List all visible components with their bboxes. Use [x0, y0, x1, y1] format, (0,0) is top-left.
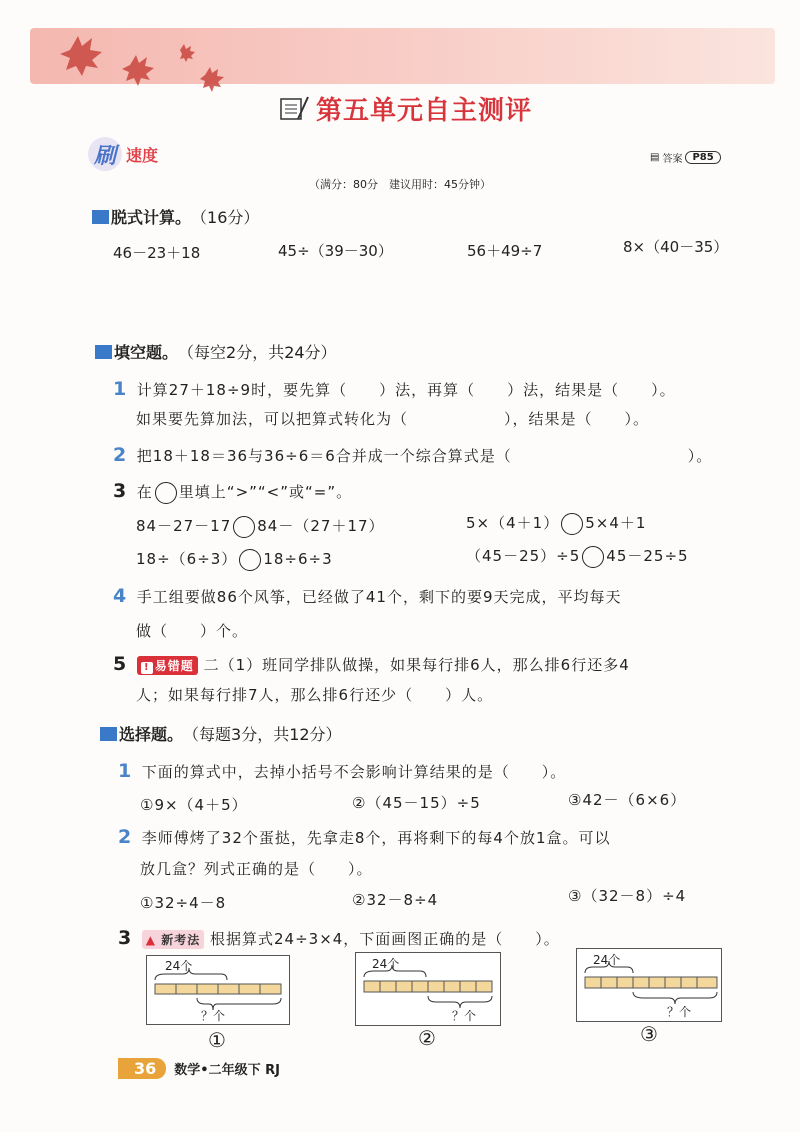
- q-number: 3: [113, 480, 128, 502]
- compare-right: 18÷6÷3: [263, 550, 333, 568]
- diagram-option-1[interactable]: [146, 955, 290, 1025]
- diagram-bottom-label: ？个: [667, 1005, 692, 1019]
- page-number: 36: [118, 1058, 166, 1079]
- section2-heading: [95, 340, 337, 363]
- calc-expr-3: 56＋49÷7: [467, 242, 543, 260]
- q-number: 3: [118, 927, 133, 949]
- tag-label: 新考法: [161, 933, 201, 947]
- section3-score: （每题3分，共12分）: [183, 725, 342, 744]
- scroll-pen-icon: [278, 93, 310, 123]
- q-text: 把18＋18＝36与36÷6＝6合并成一个综合算式是（ ）。: [136, 447, 713, 465]
- fill-q1-line2: 如果要先算加法，可以把算式转化为（ ），结果是（ ）。: [136, 410, 650, 428]
- section2-title: 填空题。: [114, 343, 179, 362]
- choice-q1: [118, 760, 566, 782]
- q-text: 手工组要做86个风筝，已经做了41个，剩下的要9天完成，平均每天: [136, 588, 622, 606]
- answer-reference: [650, 150, 721, 165]
- calc-expr-1: 46－23＋18: [113, 244, 201, 262]
- calc-expr-4: 8×（40－35）: [623, 238, 729, 256]
- choice-q1-option-2[interactable]: ②（45－15）÷5: [352, 794, 481, 812]
- q3-post: 里填上“>”“<”或“=”。: [178, 483, 353, 501]
- section2-score: （每空2分，共24分）: [178, 343, 337, 362]
- calc-expr-2: 45÷（39－30）: [278, 242, 393, 260]
- compare-circle[interactable]: [233, 516, 255, 538]
- compare-circle[interactable]: [582, 546, 604, 568]
- section1-heading: [92, 205, 259, 228]
- section2-marker: [95, 345, 112, 359]
- compare-left: 18÷（6÷3）: [136, 550, 238, 568]
- warning-icon: !: [141, 662, 153, 674]
- fill-q5-line2: 人；如果每行排7人，那么排6行还少（ ）人。: [136, 686, 494, 704]
- footer-text: 数学•二年级下 RJ: [174, 1063, 280, 1078]
- fill-q2: [113, 444, 712, 466]
- section3-marker: [100, 727, 117, 741]
- diagram-marker-2: ②: [418, 1026, 436, 1050]
- compare-right: 84－（27＋17）: [257, 517, 385, 535]
- exam-info: （满分：80分 建议用时：45分钟）: [309, 178, 491, 191]
- choice-q2-option-2[interactable]: ②32－8÷4: [352, 891, 439, 909]
- choice-q1-option-3[interactable]: ③42－（6×6）: [568, 791, 687, 809]
- choice-q2-option-1[interactable]: ①32÷4－8: [140, 894, 227, 912]
- q-text: 计算27＋18÷9时，要先算（ ）法，再算（ ）法，结果是（ ）。: [136, 381, 676, 399]
- q3-pre: 在: [136, 483, 153, 501]
- compare-right: 45－25÷5: [606, 547, 689, 565]
- fill-q5-line1: [113, 653, 630, 675]
- fill-q1-line1: [113, 378, 676, 400]
- q-text: 下面的算式中，去掉小括号不会影响计算结果的是（ ）。: [141, 763, 567, 781]
- section1-score: （16分）: [191, 208, 260, 227]
- section3-heading: [100, 722, 342, 745]
- compare-left: 84－27－17: [136, 517, 232, 535]
- page-title: [278, 90, 532, 126]
- q-number: 5: [113, 653, 128, 675]
- diagram-marker-3: ③: [640, 1022, 658, 1046]
- new-method-tag: [142, 930, 204, 949]
- compare-item-3: [136, 548, 333, 571]
- answer-page: P85: [685, 151, 720, 164]
- choice-q3: [118, 927, 560, 949]
- compare-left: （45－25）÷5: [466, 547, 581, 565]
- diagram-option-2[interactable]: [355, 952, 501, 1026]
- diagram-marker-1: ①: [208, 1028, 226, 1052]
- q-number: 1: [113, 378, 128, 400]
- tag-label: 易错题: [154, 659, 194, 673]
- choice-q2-line2: 放几盒？列式正确的是（ ）。: [140, 860, 373, 878]
- compare-item-4: [466, 545, 689, 568]
- choice-q1-option-1[interactable]: ①9×（4＋5）: [140, 796, 248, 814]
- q-number: 2: [113, 444, 128, 466]
- speed-label: [88, 137, 158, 171]
- speed-text: 速度: [126, 145, 159, 165]
- fill-q4-line1: [113, 585, 622, 607]
- q-number: 1: [118, 760, 133, 782]
- compare-left: 5×（4＋1）: [466, 514, 560, 532]
- fill-q3: [113, 480, 352, 504]
- diagram-top-label: 24个: [165, 959, 193, 973]
- page-footer: [118, 1058, 280, 1079]
- title-text: 第五单元自主测评: [316, 95, 533, 126]
- section3-title: 选择题。: [119, 725, 184, 744]
- q-text: 李师傅烤了32个蛋挞，先拿走8个，再将剩下的每4个放1盒。可以: [141, 829, 611, 847]
- q-text: 根据算式24÷3×4，下面画图正确的是（ ）。: [210, 930, 560, 948]
- q-number: 2: [118, 826, 133, 848]
- fill-q4-line2: 做（ ）个。: [136, 622, 249, 640]
- compare-right: 5×4＋1: [585, 514, 647, 532]
- speed-char: 刷: [88, 137, 122, 171]
- fire-icon: ▲: [145, 933, 157, 947]
- q-text: 二（1）班同学排队做操，如果每行排6人，那么排6行还多4: [203, 656, 630, 674]
- diagram-top-label: 24个: [593, 953, 621, 967]
- answer-label: 答案: [662, 154, 683, 165]
- section1-marker: [92, 210, 109, 224]
- compare-item-1: [136, 515, 385, 538]
- diagram-top-label: 24个: [372, 957, 400, 971]
- choice-q2-option-3[interactable]: ③（32－8）÷4: [568, 887, 687, 905]
- error-prone-tag: [137, 656, 198, 675]
- diagram-bottom-label: ？个: [452, 1009, 477, 1023]
- compare-circle[interactable]: [239, 549, 261, 571]
- compare-circle[interactable]: [561, 513, 583, 535]
- diagram-option-3[interactable]: [576, 948, 722, 1022]
- compare-item-2: [466, 512, 646, 535]
- maple-leaves-icon: [30, 20, 250, 110]
- section1-title: 脱式计算。: [111, 208, 192, 227]
- answer-book-icon: ▤: [650, 152, 660, 163]
- diagram-bottom-label: ？个: [201, 1009, 226, 1023]
- choice-q2-line1: [118, 826, 611, 848]
- q-number: 4: [113, 585, 128, 607]
- compare-circle[interactable]: [155, 482, 177, 504]
